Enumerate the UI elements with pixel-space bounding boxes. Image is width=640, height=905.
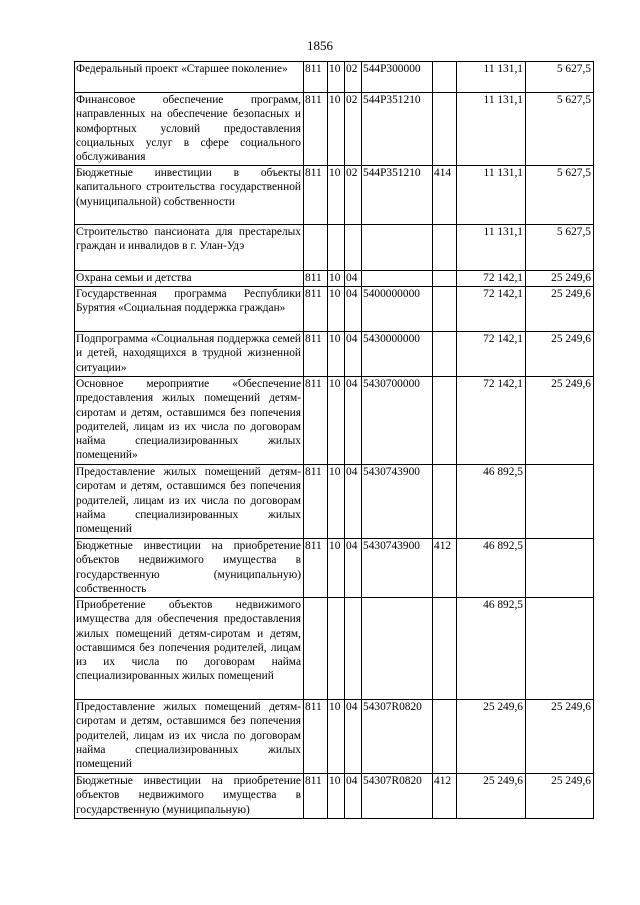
row-grbs: 811 (304, 377, 328, 465)
row-section: 10 (328, 287, 345, 332)
row-grbs: 811 (304, 93, 328, 166)
row-amount-year2: 5 627,5 (526, 62, 594, 93)
row-name: Финансовое обеспечение программ, направленных на обеспечение безопасных и комфортных условий предоставления социальных услуг в сфере социального обслуживания (75, 93, 304, 166)
table-row (75, 377, 594, 465)
row-subsection: 04 (345, 332, 362, 377)
row-target-code: 54307R0820 (362, 774, 433, 819)
table-row (75, 332, 594, 377)
row-amount-year2 (526, 539, 594, 598)
row-amount-year1: 46 892,5 (457, 539, 526, 598)
row-grbs: 811 (304, 465, 328, 539)
row-grbs: 811 (304, 62, 328, 93)
row-name: Бюджетные инвестиции на приобретение объектов недвижимого имущества в государственную (муниципальную) (75, 774, 304, 819)
table-row (75, 700, 594, 774)
row-amount-year2: 5 627,5 (526, 225, 594, 271)
row-amount-year1: 25 249,6 (457, 774, 526, 819)
row-section: 10 (328, 700, 345, 774)
row-section: 10 (328, 271, 345, 287)
row-target-code (362, 225, 433, 271)
row-section: 10 (328, 166, 345, 225)
row-section (328, 598, 345, 700)
row-grbs: 811 (304, 539, 328, 598)
row-target-code (362, 598, 433, 700)
row-amount-year2: 5 627,5 (526, 93, 594, 166)
row-amount-year2: 25 249,6 (526, 377, 594, 465)
page-number: 1856 (307, 38, 333, 53)
row-target-code: 544P300000 (362, 62, 433, 93)
row-amount-year2: 5 627,5 (526, 166, 594, 225)
row-section: 10 (328, 332, 345, 377)
row-subsection: 02 (345, 93, 362, 166)
row-amount-year2: 25 249,6 (526, 271, 594, 287)
table-row (75, 598, 594, 700)
row-amount-year2: 25 249,6 (526, 287, 594, 332)
row-amount-year1: 11 131,1 (457, 225, 526, 271)
row-target-code: 5430000000 (362, 332, 433, 377)
row-amount-year2 (526, 465, 594, 539)
row-amount-year1: 72 142,1 (457, 271, 526, 287)
row-amount-year1: 46 892,5 (457, 598, 526, 700)
row-name: Охрана семьи и детства (75, 271, 304, 287)
row-target-code: 5430743900 (362, 465, 433, 539)
row-target-code: 5430743900 (362, 539, 433, 598)
row-name: Бюджетные инвестиции в объекты капитального строительства государственной (муниципальной) собственности (75, 166, 304, 225)
row-amount-year1: 72 142,1 (457, 377, 526, 465)
row-section (328, 225, 345, 271)
row-grbs (304, 598, 328, 700)
row-expense-type (433, 377, 457, 465)
row-grbs: 811 (304, 271, 328, 287)
row-target-code: 544P351210 (362, 166, 433, 225)
table-row (75, 271, 594, 287)
row-expense-type: 412 (433, 774, 457, 819)
row-name: Бюджетные инвестиции на приобретение объектов недвижимого имущества в государственную (муниципальную) собственность (75, 539, 304, 598)
row-section: 10 (328, 465, 345, 539)
row-name: Предоставление жилых помещений детям-сиротам и детям, оставшимся без попечения родителей, лицам из их числа по договорам найма специализированных жилых помещений (75, 465, 304, 539)
row-amount-year1: 72 142,1 (457, 332, 526, 377)
row-section: 10 (328, 62, 345, 93)
row-grbs: 811 (304, 166, 328, 225)
row-expense-type (433, 598, 457, 700)
row-subsection: 02 (345, 62, 362, 93)
row-expense-type (433, 93, 457, 166)
row-subsection (345, 225, 362, 271)
row-name: Предоставление жилых помещений детям-сиротам и детям, оставшимся без попечения родителей, лицам из их числа по договорам найма специализированных жилых помещений (75, 700, 304, 774)
table-row (75, 93, 594, 166)
table-row (75, 465, 594, 539)
row-amount-year1: 11 131,1 (457, 93, 526, 166)
row-target-code: 544P351210 (362, 93, 433, 166)
table-row (75, 539, 594, 598)
row-subsection: 02 (345, 166, 362, 225)
row-grbs (304, 225, 328, 271)
row-expense-type (433, 465, 457, 539)
row-subsection: 04 (345, 700, 362, 774)
row-section: 10 (328, 774, 345, 819)
row-grbs: 811 (304, 287, 328, 332)
row-amount-year2: 25 249,6 (526, 332, 594, 377)
row-name: Приобретение объектов недвижимого имущества для обеспечения предоставления жилых помещений детям-сиротам и детям, оставшимся без попечения родителей, лицам из их числа по договорам найма специализированных жилых помещений (75, 598, 304, 700)
row-expense-type (433, 62, 457, 93)
row-target-code: 5430700000 (362, 377, 433, 465)
row-amount-year1: 11 131,1 (457, 62, 526, 93)
row-subsection: 04 (345, 774, 362, 819)
table-row (75, 62, 594, 93)
row-target-code (362, 271, 433, 287)
row-expense-type (433, 700, 457, 774)
row-grbs: 811 (304, 332, 328, 377)
row-expense-type (433, 225, 457, 271)
table-row (75, 287, 594, 332)
row-amount-year1: 11 131,1 (457, 166, 526, 225)
row-name: Основное мероприятие «Обеспечение предоставления жилых помещений детям-сиротам и детям, оставшимся без попечения родителей, лицам из их числа по договорам найма специализированных жилых помещений» (75, 377, 304, 465)
row-amount-year1: 72 142,1 (457, 287, 526, 332)
row-section: 10 (328, 93, 345, 166)
row-expense-type: 414 (433, 166, 457, 225)
row-amount-year2 (526, 598, 594, 700)
table-row (75, 166, 594, 225)
row-subsection: 04 (345, 539, 362, 598)
budget-table (74, 61, 594, 819)
row-amount-year1: 46 892,5 (457, 465, 526, 539)
row-expense-type (433, 271, 457, 287)
row-section: 10 (328, 377, 345, 465)
row-grbs: 811 (304, 700, 328, 774)
row-expense-type: 412 (433, 539, 457, 598)
row-subsection: 04 (345, 271, 362, 287)
row-amount-year1: 25 249,6 (457, 700, 526, 774)
row-subsection: 04 (345, 377, 362, 465)
row-name: Строительство пансионата для престарелых граждан и инвалидов в г. Улан-Удэ (75, 225, 304, 271)
row-section: 10 (328, 539, 345, 598)
row-expense-type (433, 332, 457, 377)
table-row (75, 225, 594, 271)
row-target-code: 5400000000 (362, 287, 433, 332)
row-name: Федеральный проект «Старшее поколение» (75, 62, 304, 93)
row-amount-year2: 25 249,6 (526, 774, 594, 819)
row-name: Государственная программа Республики Бурятия «Социальная поддержка граждан» (75, 287, 304, 332)
row-subsection (345, 598, 362, 700)
row-target-code: 54307R0820 (362, 700, 433, 774)
row-expense-type (433, 287, 457, 332)
row-subsection: 04 (345, 287, 362, 332)
row-grbs: 811 (304, 774, 328, 819)
row-name: Подпрограмма «Социальная поддержка семей и детей, находящихся в трудной жизненной ситуации» (75, 332, 304, 377)
row-subsection: 04 (345, 465, 362, 539)
row-amount-year2: 25 249,6 (526, 700, 594, 774)
table-row (75, 774, 594, 819)
